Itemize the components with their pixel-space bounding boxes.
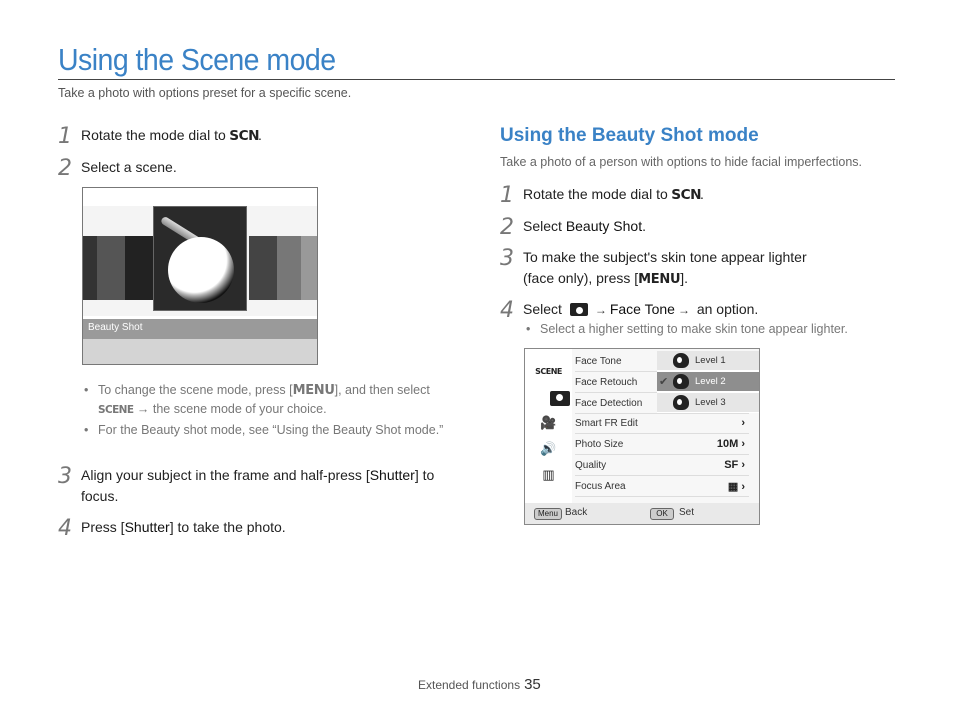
menu-key-icon: MENU	[292, 383, 335, 398]
page-title: Using the Scene mode	[58, 42, 336, 77]
step-number: 1	[58, 124, 72, 149]
scene-thumbnail	[97, 236, 125, 300]
quality-icon: SF ›	[724, 459, 745, 471]
menu-row: Face Tone	[575, 352, 749, 372]
scn-mode-icon: SCN	[228, 129, 259, 144]
menu-row: Focus Area ▦ ›	[575, 477, 749, 497]
menu-row: Smart FR Edit ›	[575, 414, 749, 434]
note-item: • Select a higher setting to make skin tone appear lighter.	[524, 320, 904, 338]
scene-thumbnail-strip	[83, 206, 317, 316]
footer-section: Extended functions	[418, 678, 521, 692]
scene-label-bar	[83, 319, 317, 339]
camera-menu-illustration	[524, 348, 760, 525]
movie-tab-icon: 🎥	[540, 415, 557, 430]
level-option: Level 3	[657, 393, 760, 413]
page-subtitle: Take a photo with options preset for a specific scene.	[58, 86, 352, 100]
step-number: 2	[500, 215, 514, 240]
note-item: • To change the scene mode, press [MENU], and then select SCENE → the scene mode of your choice.	[82, 381, 452, 419]
scn-mode-icon: SCN	[670, 188, 701, 203]
scene-thumbnail	[125, 236, 153, 300]
right-step-3: To make the subject's skin tone appear lighter (face only), press [MENU].	[523, 247, 807, 290]
menu-row: Face Detection	[575, 394, 749, 414]
photo-size-icon: 10M ›	[716, 438, 745, 450]
menu-key-icon: Menu	[534, 508, 562, 520]
scene-thumbnail	[277, 236, 301, 300]
scene-thumbnail	[301, 236, 317, 300]
back-label: Back	[565, 507, 588, 518]
section-title: Using the Beauty Shot mode	[500, 125, 759, 146]
page-footer	[418, 676, 541, 693]
face-tone-icon	[673, 353, 689, 368]
scene-thumbnail	[249, 236, 277, 300]
title-divider	[58, 79, 895, 80]
left-step-4: Press [Shutter] to take the photo.	[81, 519, 286, 535]
step-number: 4	[500, 298, 514, 323]
right-step-4: Select → Face Tone → an option.	[523, 301, 759, 317]
step-number: 3	[58, 464, 72, 489]
left-notes	[82, 381, 452, 441]
menu-row: Face Retouch	[575, 373, 749, 393]
menu-key-icon: MENU	[638, 272, 681, 287]
focus-area-icon: ▦ ›	[727, 481, 745, 493]
menu-footer	[525, 503, 759, 525]
arrow-icon: →	[677, 303, 690, 317]
menu-tab-column	[525, 349, 572, 503]
scene-thumbnail	[83, 236, 97, 300]
arrow-icon: →	[136, 402, 150, 416]
menu-row: Photo Size 10M ›	[575, 435, 749, 455]
compact-mirror-icon	[168, 237, 234, 303]
scene-label: Beauty Shot	[88, 322, 143, 333]
step-number: 2	[58, 156, 72, 181]
level-option: Level 1	[657, 351, 760, 371]
arrow-icon: →	[594, 303, 607, 317]
face-tone-submenu	[657, 351, 760, 413]
step-number: 1	[500, 183, 514, 208]
ok-key-icon: OK	[650, 508, 674, 520]
scene-menu-icon: SCENE	[98, 404, 134, 416]
right-step-1: Rotate the mode dial to SCN.	[523, 184, 704, 206]
face-tone-icon	[673, 374, 689, 389]
sound-tab-icon: 🔊	[540, 441, 557, 456]
face-tone-icon	[673, 395, 689, 410]
section-subtitle: Take a photo of a person with options to hide facial imperfections.	[500, 155, 863, 169]
menu-row: Quality SF ›	[575, 456, 749, 476]
page-number: 35	[524, 676, 541, 693]
camera-tab-icon	[550, 391, 570, 406]
set-label: Set	[679, 507, 695, 518]
smart-fr-icon: ›	[741, 417, 745, 429]
step-number: 3	[500, 246, 514, 271]
right-notes	[524, 320, 904, 340]
settings-tab-icon: ▥	[542, 467, 555, 482]
camera-bottom-bar	[83, 339, 317, 365]
left-step-2: Select a scene.	[81, 159, 177, 175]
camera-icon	[570, 303, 588, 316]
checkmark-icon: ✔	[659, 376, 669, 388]
level-option-selected: ✔ Level 2	[657, 372, 760, 392]
left-step-1: Rotate the mode dial to SCN.	[81, 125, 262, 147]
beauty-shot-thumbnail	[153, 206, 247, 311]
left-step-3: Align your subject in the frame and half-press [Shutter] to focus.	[81, 467, 435, 504]
note-item: • For the Beauty shot mode, see “Using the Beauty Shot mode.”	[82, 421, 452, 439]
right-step-2: Select Beauty Shot.	[523, 218, 646, 234]
camera-screen-illustration	[82, 187, 318, 365]
scene-tab-icon: SCENE	[535, 367, 562, 376]
step-number: 4	[58, 516, 72, 541]
